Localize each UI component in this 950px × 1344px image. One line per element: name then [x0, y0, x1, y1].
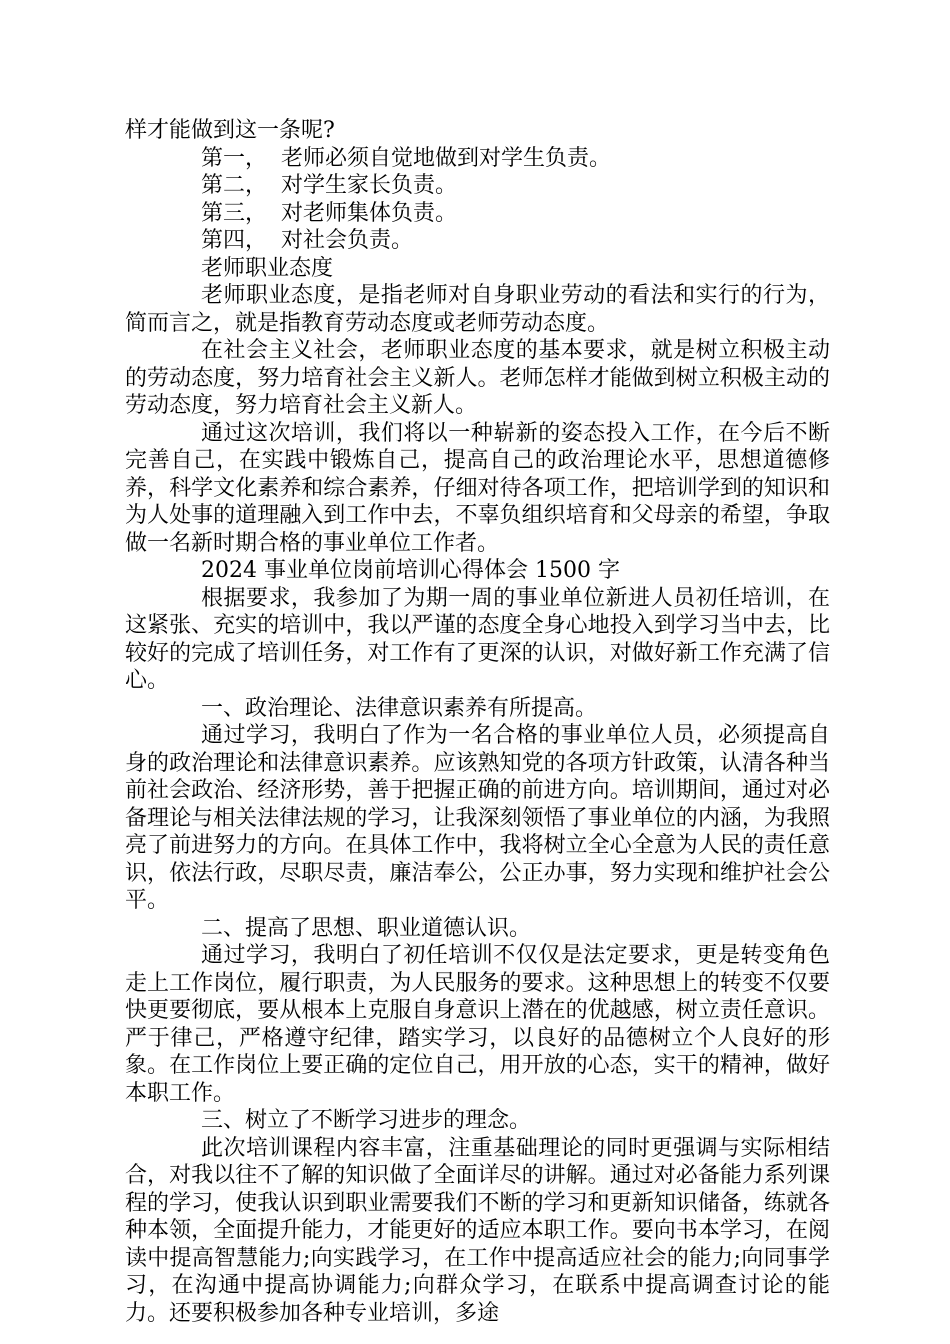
section-heading: 一、政治理论、法律意识素养有所提高。 — [201, 695, 598, 721]
list-item: 第二， 对学生家长负责。 — [201, 173, 457, 198]
section-heading: 三、树立了不断学习进步的理念。 — [201, 1108, 532, 1133]
article-title: 2024 事业单位岗前培训心得体会 1500 字 — [201, 558, 620, 583]
paragraph: 根据要求，我参加了为期一周的事业单位新进人员初任培训，在这紧张、充实的培训中，我以严谨的态度全身心地投入到学习当中去，比较好的完成了培训任务，对工作有了更深的认识，对做好新工作充满了信心。 — [125, 585, 830, 693]
list-item: 第三， 对老师集体负责。 — [201, 200, 457, 226]
section-heading: 二、提高了思想、职业道德认识。 — [201, 915, 532, 941]
section-heading: 老师职业态度 — [201, 255, 334, 281]
paragraph: 在社会主义社会，老师职业态度的基本要求，就是树立积极主动的劳动态度，努力培育社会主义新人。老师怎样才能做到树立积极主动的劳动态度，努力培育社会主义新人。 — [125, 338, 830, 418]
document-body — [125, 117, 830, 1327]
paragraph: 老师职业态度，是指老师对自身职业劳动的看法和实行的行为，简而言之，就是指教育劳动态度或老师劳动态度。 — [125, 283, 830, 336]
list-item: 第一， 老师必须自觉地做到对学生负责。 — [201, 145, 611, 171]
list-item: 第四， 对社会负责。 — [201, 228, 413, 253]
paragraph: 此次培训课程内容丰富，注重基础理论的同时更强调与实际相结合，对我以往不了解的知识做了全面详尽的讲解。通过对必备能力系列课程的学习，使我认识到职业需要我们不断的学习和更新知识储备，练就各种本领，全面提升能力，才能更好的适应本职工作。要向书本学习，在阅读中提高智慧能力;向实践学习，在工作中提高适应社会的能力;向同事学习，在沟通中提高协调能力;向群众学习，在联系中提高调查讨论的能力。还要积极参加各种专业培训，多途 — [125, 1135, 830, 1326]
paragraph: 样才能做到这一条呢? — [125, 118, 335, 143]
paragraph: 通过这次培训，我们将以一种崭新的姿态投入工作，在今后不断完善自己，在实践中锻炼自己，提高自己的政治理论水平，思想道德修养，科学文化素养和综合素养，仔细对待各项工作，把培训学到的知识和为人处事的道理融入到工作中去，不辜负组织培育和父母亲的希望，争取做一名新时期合格的事业单位工作者。 — [125, 420, 830, 556]
paragraph: 通过学习，我明白了初任培训不仅仅是法定要求，更是转变角色走上工作岗位，履行职责，为人民服务的要求。这种思想上的转变不仅要快更要彻底，要从根本上克服自身意识上潜在的优越感，树立责任意识。严于律己，严格遵守纪律，踏实学习，以良好的品德树立个人良好的形象。在工作岗位上要正确的定位自己，用开放的心态，实干的精神，做好本职工作。 — [125, 943, 830, 1106]
paragraph: 通过学习，我明白了作为一名合格的事业单位人员，必须提高自身的政治理论和法律意识素养。应该熟知党的各项方针政策，认清各种当前社会政治、经济形势，善于把握正确的前进方向。培训期间，通过对必备理论与相关法律法规的学习，让我深刻领悟了事业单位的内涵，为我照亮了前进努力的方向。在具体工作中，我将树立全心全意为人民的责任意识，依法行政，尽职尽责，廉洁奉公，公正办事，努力实现和维护社会公平。 — [125, 723, 830, 913]
